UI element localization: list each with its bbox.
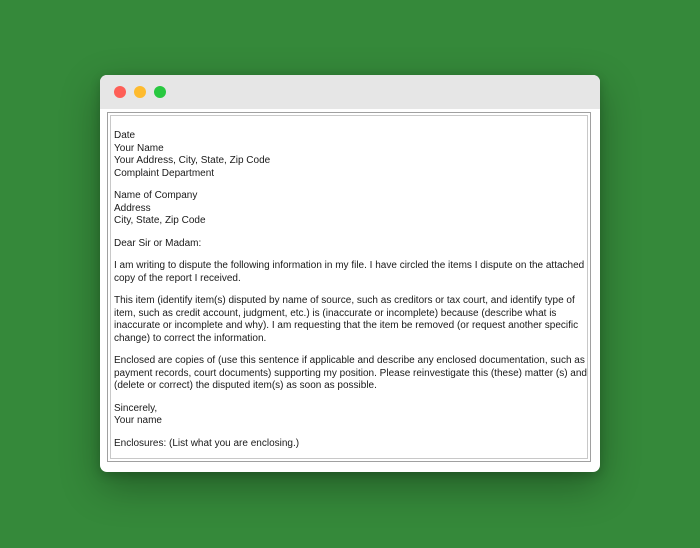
recipient-company: Name of Company: [114, 190, 198, 201]
document-frame: [107, 112, 591, 462]
salutation: Dear Sir or Madam:: [114, 237, 202, 249]
paragraph-item-detail: This item (identify item(s) disputed by name of source, such as creditors or tax court, and identify type of item, such as credit account, judgment, etc.) is (inaccurate or incomplete) because (describe what is inaccurate or incomplete and why). I am requesting that the item be removed (or request another specific change) to correct the information.: [114, 295, 579, 344]
recipient-address: Address: [114, 202, 151, 214]
closing-sincerely: Sincerely,: [114, 402, 158, 414]
paragraph-intro: I am writing to dispute the following information in my file. I have circled the items I dispute on the attached copy of the report I received.: [114, 260, 585, 284]
recipient-city-state-zip: City, State, Zip Code: [114, 215, 206, 226]
closing-block: [114, 403, 590, 428]
sender-block: [114, 130, 590, 180]
close-window-button[interactable]: [114, 86, 126, 98]
closing-name: Your name: [114, 415, 162, 426]
enclosures-line: Enclosures: (List what you are enclosing.): [114, 437, 300, 449]
recipient-block: [114, 190, 590, 228]
document-window: [100, 75, 600, 472]
minimize-window-button[interactable]: [134, 86, 146, 98]
sender-date: Date: [114, 130, 136, 141]
sender-address: Your Address, City, State, Zip Code: [114, 155, 271, 166]
sender-name: Your Name: [114, 142, 164, 154]
paragraph-enclosed: Enclosed are copies of (use this sentence if applicable and describe any enclosed documentation, such as payment records, court documents) supporting my position. Please reinvestigate this (these) matter (s) and (delete or correct) the disputed item(s) as soon as possible.: [114, 355, 587, 391]
window-titlebar: [100, 75, 600, 109]
sender-department: Complaint Department: [114, 167, 215, 179]
zoom-window-button[interactable]: [154, 86, 166, 98]
dispute-letter: [114, 130, 590, 460]
